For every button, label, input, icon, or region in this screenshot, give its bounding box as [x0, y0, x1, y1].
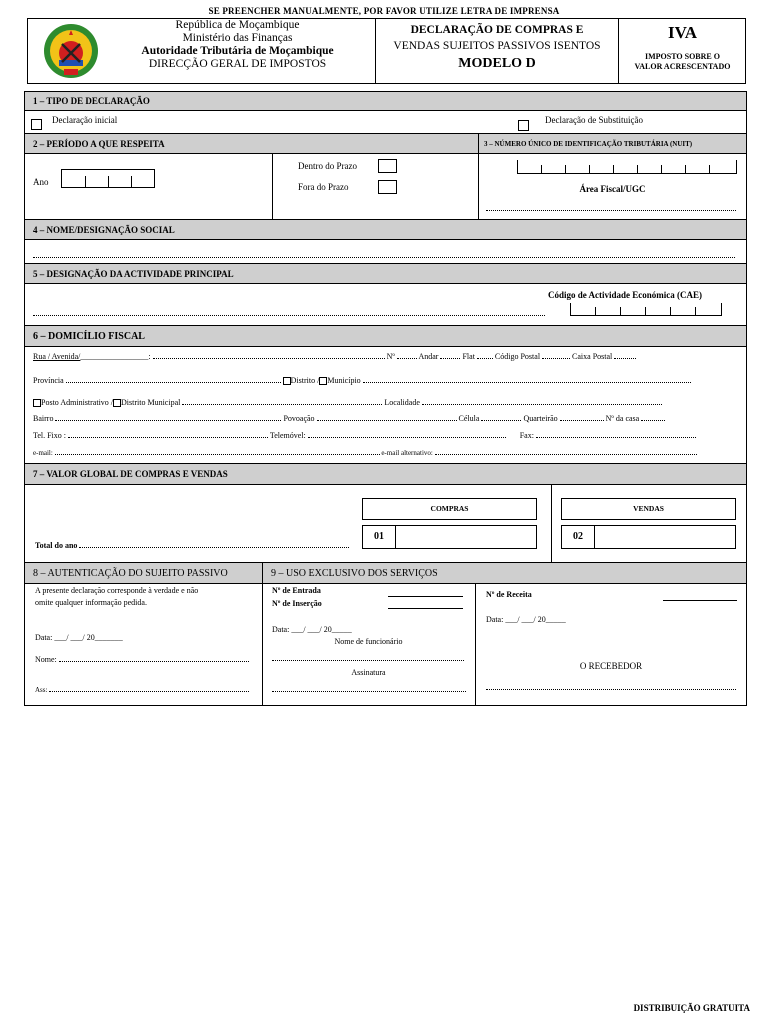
district-label: Distrito /	[290, 376, 320, 385]
email-alt-label: e-mail alternativo:	[381, 449, 433, 457]
postal-code-label: Código Postal	[494, 352, 541, 361]
taxpayer-name-label: Nome:	[35, 655, 57, 664]
fax-input[interactable]	[536, 431, 696, 438]
floor-input[interactable]	[440, 352, 460, 359]
section-6-header: 6 – DOMICÍLIO FISCAL	[24, 325, 747, 347]
receipt-number-label: Nº de Receita	[486, 590, 532, 599]
floor-label: Andar	[418, 352, 439, 361]
email-input[interactable]	[55, 448, 380, 455]
employee-signature-input[interactable]	[272, 686, 466, 692]
province-label: Província	[33, 376, 64, 385]
block-label: Quarteirão	[523, 414, 558, 423]
org-authority: Autoridade Tributária de Moçambique	[141, 45, 334, 57]
email-alt-input[interactable]	[435, 448, 697, 455]
manual-fill-notice: SE PREENCHER MANUALMENTE, POR FAVOR UTILIZE LETRA DE IMPRENSA	[208, 6, 560, 16]
form-title-line2: VENDAS SUJEITOS PASSIVOS ISENTOS	[393, 40, 601, 52]
cae-input[interactable]	[570, 303, 722, 316]
admin-post-input[interactable]	[182, 398, 382, 405]
tax-name-line1: IMPOSTO SOBRE O	[645, 52, 720, 61]
fiscal-area-label: Área Fiscal/UGC	[579, 184, 646, 194]
neighbourhood-input[interactable]	[55, 414, 281, 421]
free-distribution-note: DISTRIBUIÇÃO GRATUITA	[633, 1003, 750, 1013]
org-ministry: Ministério das Finanças	[182, 32, 293, 44]
employee-name-label: Nome de funcionário	[334, 637, 403, 646]
org-direction: DIRECÇÃO GERAL DE IMPOSTOS	[148, 58, 327, 70]
section-2-header: 2 – PERÍODO A QUE RESPEITA	[24, 133, 479, 154]
receipt-number-input[interactable]	[663, 600, 737, 601]
year-input[interactable]	[61, 169, 155, 188]
initial-declaration-label: Declaração inicial	[52, 115, 118, 125]
out-of-deadline-label: Fora do Prazo	[298, 182, 349, 192]
number-input[interactable]	[397, 352, 417, 359]
taxpayer-date: Data: ___/ ___/ 20_______	[35, 633, 123, 642]
postal-code-input[interactable]	[542, 352, 570, 359]
street-label: Rua / Avenida/	[33, 352, 81, 361]
house-number-label: Nº da casa	[605, 414, 640, 423]
mozambique-emblem-icon	[42, 22, 100, 80]
form-model: MODELO D	[458, 56, 536, 71]
section-1-header: 1 – TIPO DE DECLARAÇÃO	[24, 91, 747, 111]
within-deadline-label: Dentro do Prazo	[298, 161, 357, 171]
services-date: Data: ___/ ___/ 20_____	[272, 625, 352, 634]
flat-label: Flat	[462, 352, 475, 361]
declaration-statement-line1: A presente declaração corresponde à verdade e não	[35, 586, 199, 595]
phone-input[interactable]	[68, 431, 268, 438]
receiver-label: O RECEBEDOR	[579, 661, 643, 671]
neighbourhood-label: Bairro	[33, 414, 54, 423]
form-title-line1: DECLARAÇÃO DE COMPRAS E	[410, 24, 584, 36]
purchases-header: COMPRAS	[362, 498, 537, 520]
po-box-label: Caixa Postal	[572, 352, 613, 361]
section-3-header: 3 – NÚMERO ÚNICO DE IDENTIFICAÇÃO TRIBUTÁRIA (NUIT)	[478, 133, 747, 154]
cell-input[interactable]	[481, 414, 521, 421]
phone-label: Tel. Fixo :	[33, 431, 66, 440]
org-republic: República de Moçambique	[175, 19, 300, 31]
cae-label: Código de Actividade Económica (CAE)	[548, 290, 702, 300]
locality-input[interactable]	[422, 398, 662, 405]
year-label: Ano	[33, 177, 49, 187]
annual-total-input[interactable]	[79, 541, 349, 548]
receiver-signature-input[interactable]	[486, 684, 736, 690]
cell-label: Célula	[458, 414, 480, 423]
annual-total-label: Total do ano	[35, 541, 78, 550]
district-input[interactable]	[363, 376, 691, 383]
sales-input[interactable]	[596, 526, 735, 548]
taxpayer-signature-input[interactable]	[49, 685, 249, 692]
section-9-header: 9 – USO EXCLUSIVO DOS SERVIÇOS	[262, 562, 747, 584]
purchases-input[interactable]	[397, 526, 536, 548]
number-label: Nº	[386, 352, 395, 361]
taxpayer-signature-label: Ass:	[35, 686, 48, 694]
province-input[interactable]	[66, 376, 281, 383]
sales-field	[561, 525, 736, 549]
sales-code: 02	[562, 526, 595, 548]
insertion-number-input[interactable]	[388, 608, 463, 609]
entry-number-input[interactable]	[388, 596, 463, 597]
substitution-declaration-checkbox[interactable]	[518, 120, 529, 131]
insertion-number-label: Nº de Inserção	[272, 599, 322, 608]
entry-number-label: Nº de Entrada	[272, 586, 321, 595]
admin-post-label: Posto Administrativo /	[41, 398, 114, 407]
within-deadline-checkbox[interactable]	[378, 159, 397, 173]
municipal-district-checkbox[interactable]	[113, 399, 121, 407]
taxpayer-name-input[interactable]	[59, 655, 249, 662]
section-8-header: 8 – AUTENTICAÇÃO DO SUJEITO PASSIVO	[24, 562, 263, 584]
out-of-deadline-checkbox[interactable]	[378, 180, 397, 194]
activity-input[interactable]	[33, 310, 545, 316]
tax-code: IVA	[668, 23, 697, 42]
receiver-date: Data: ___/ ___/ 20_____	[486, 615, 566, 624]
section-4-header: 4 – NOME/DESIGNAÇÃO SOCIAL	[24, 219, 747, 240]
initial-declaration-checkbox[interactable]	[31, 119, 42, 130]
po-box-input[interactable]	[614, 352, 636, 359]
substitution-declaration-label: Declaração de Substituição	[545, 115, 643, 125]
fiscal-area-input[interactable]	[486, 205, 736, 211]
admin-post-checkbox[interactable]	[33, 399, 41, 407]
block-input[interactable]	[560, 414, 604, 421]
nuit-input[interactable]	[517, 160, 737, 174]
district-checkbox[interactable]	[283, 377, 291, 385]
municipal-district-label: Distrito Municipal	[121, 398, 181, 407]
email-label: e-mail:	[33, 449, 53, 457]
flat-input[interactable]	[477, 352, 493, 359]
mobile-label: Telemóvel:	[269, 431, 306, 440]
street-input[interactable]	[153, 352, 385, 359]
locality-label: Localidade	[384, 398, 420, 407]
fax-label: Fax:	[519, 431, 534, 440]
name-input[interactable]	[33, 252, 735, 258]
village-label: Povoação	[283, 414, 315, 423]
mobile-input[interactable]	[308, 431, 506, 438]
declaration-statement-line2: omite qualquer informação pedida.	[35, 598, 147, 607]
house-number-input[interactable]	[641, 414, 665, 421]
purchases-field	[362, 525, 537, 549]
section-5-header: 5 – DESIGNAÇÃO DA ACTIVIDADE PRINCIPAL	[24, 263, 747, 284]
sales-header: VENDAS	[561, 498, 736, 520]
section-7-header: 7 – VALOR GLOBAL DE COMPRAS E VENDAS	[24, 463, 747, 485]
signature-label: Assinatura	[351, 668, 386, 677]
purchases-code: 01	[363, 526, 396, 548]
tax-name-line2: VALOR ACRESCENTADO	[634, 62, 731, 71]
municipality-label: Município	[327, 376, 361, 385]
employee-name-input[interactable]	[272, 655, 464, 661]
village-input[interactable]	[317, 414, 457, 421]
